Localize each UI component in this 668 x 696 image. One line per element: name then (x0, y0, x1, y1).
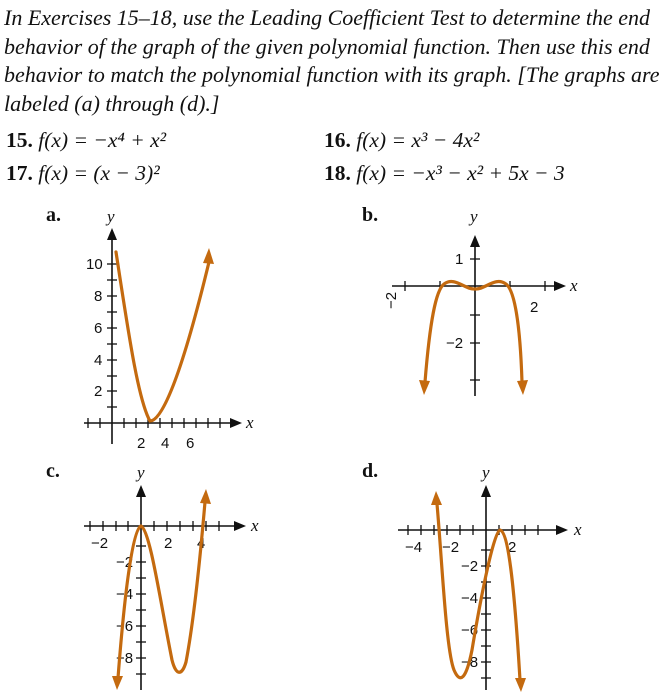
graph-a-y-axis-label: y (107, 207, 115, 226)
graph-a-y-tick-4: 4 (94, 352, 103, 369)
graph-b-x-axis-label: x (570, 276, 578, 295)
graph-a-x-tick-4: 4 (161, 435, 170, 452)
exercise-17-number: 17. (6, 161, 33, 185)
graph-b-y-axis-label: y (470, 207, 478, 226)
graph-d-y-tick-neg6: −6 (461, 622, 479, 639)
graph-c-x-tick-4: 4 (197, 535, 206, 552)
graph-d-y-arrow-icon (481, 485, 491, 497)
graph-c-x-tick-2: 2 (164, 535, 173, 552)
exercise-18-function: f(x) = −x³ − x² + 5x − 3 (356, 161, 565, 185)
graph-c-label: c. (46, 460, 60, 482)
graph-a-y-tick-10: 10 (86, 256, 103, 273)
graph-a-label: a. (46, 204, 61, 226)
graph-c-x-tick-neg2: −2 (91, 535, 109, 552)
graph-d-x-tick-2: 2 (508, 539, 517, 556)
instructions-text: In Exercises 15–18, use the Leading Coefficient Test to determine the end behavior of the graph of the given polynomial function. Then use this end behavior to match the polynomial function with its graph. [The graphs are labeled (a) through (d).] (4, 5, 660, 116)
graph-d-x-tick-neg2: −2 (442, 539, 460, 556)
graph-b-label: b. (362, 204, 379, 226)
exercise-15-function: f(x) = −x⁴ + x² (38, 128, 167, 152)
graph-d-label: d. (362, 460, 379, 482)
exercise-16-function: f(x) = x³ − 4x² (356, 128, 480, 152)
graph-a-x-axis-label: x (246, 413, 254, 432)
graph-d-y-tick-neg2: −2 (461, 558, 479, 575)
exercise-17-function: f(x) = (x − 3)² (38, 161, 160, 185)
graph-c-y-tick-neg2: −2 (116, 554, 134, 571)
exercise-16-number: 16. (324, 128, 351, 152)
graph-a-y-tick-6: 6 (94, 320, 103, 337)
graph-a-x-tick-6: 6 (186, 435, 195, 452)
graph-a-y-tick-2: 2 (94, 383, 103, 400)
exercise-18-number: 18. (324, 161, 351, 185)
graph-c-y-tick-neg6: −6 (116, 618, 134, 635)
graph-a-x-tick-2: 2 (137, 435, 146, 452)
graph-d-y-tick-neg8: −8 (461, 654, 479, 671)
graph-c-y-tick-neg8: −8 (116, 650, 134, 667)
graph-d-x-axis-label: x (574, 520, 582, 539)
graph-b-y-tick-1: 1 (455, 251, 464, 268)
graph-d-y-tick-neg4: −4 (461, 590, 479, 607)
graph-d-curve-left-arrow-icon (431, 491, 442, 505)
graph-d-x-tick-neg4: −4 (405, 539, 423, 556)
graph-c-y-axis-label: y (137, 463, 145, 482)
graph-a-y-tick-8: 8 (94, 288, 103, 305)
graph-b-x-tick-2: 2 (530, 299, 539, 316)
graph-c-y-tick-neg4: −4 (116, 586, 134, 603)
graph-d-x-arrow-icon (556, 525, 568, 535)
exercise-15-number: 15. (6, 128, 33, 152)
graph-d-y-axis-label: y (482, 463, 490, 482)
graph-b-x-tick-neg2: −2 (383, 291, 400, 309)
graph-d-curve-right-arrow-icon (515, 678, 526, 692)
graph-c-x-axis-label: x (251, 516, 259, 535)
graph-b-y-tick-neg2: −2 (446, 335, 464, 352)
